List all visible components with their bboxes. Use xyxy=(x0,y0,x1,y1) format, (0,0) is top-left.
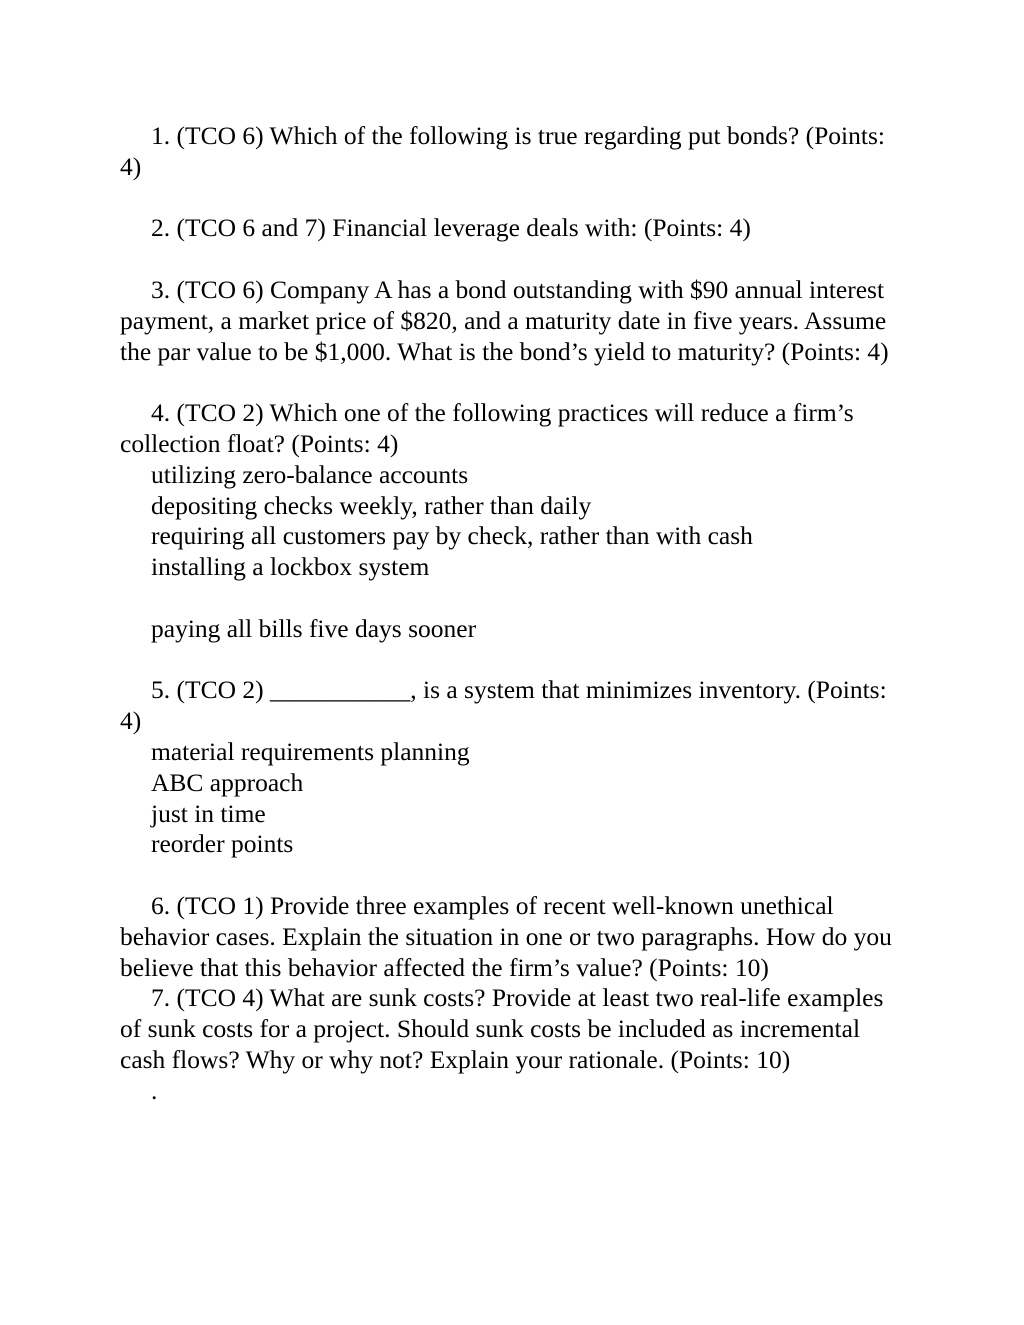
question-6: 6. (TCO 1) Provide three examples of recent well-known unethical behavior cases. Explain the situation in one or two paragraphs. How do you believe that this behavior affected the firm’s value? (Points: 10) xyxy=(120,890,892,982)
answer-option[interactable]: material requirements planning xyxy=(151,736,470,766)
spacer xyxy=(120,183,910,214)
spacer xyxy=(120,583,910,614)
answer-option[interactable]: just in time xyxy=(151,798,266,828)
answer-option[interactable]: utilizing zero-balance accounts xyxy=(151,459,469,489)
question-2: 2. (TCO 6 and 7) Financial leverage deals with: (Points: 4) xyxy=(151,213,751,243)
question-5: 5. (TCO 2) ___________, is a system that minimizes inventory. (Points: 4) xyxy=(120,675,887,736)
question-list xyxy=(120,121,910,1107)
answer-option[interactable]: reorder points xyxy=(151,829,294,859)
question-1: 1. (TCO 6) Which of the following is true regarding put bonds? (Points: 4) xyxy=(120,121,885,181)
answer-option[interactable]: depositing checks weekly, rather than daily xyxy=(151,490,592,520)
answer-option[interactable]: installing a lockbox system xyxy=(151,552,430,582)
question-5-options xyxy=(120,737,910,860)
answer-option[interactable]: ABC approach xyxy=(151,767,304,797)
question-3: 3. (TCO 6) Company A has a bond outstanding with $90 annual interest payment, a market price of $820, and a maturity date in five years. Assume the par value to be $1,000. What is the bond’s yield to maturity? (Points: 4) xyxy=(120,274,889,366)
spacer xyxy=(120,367,910,398)
question-4: 4. (TCO 2) Which one of the following practices will reduce a firm’s collection float? (Points: 4) xyxy=(120,398,854,458)
question-7: 7. (TCO 4) What are sunk costs? Provide at least two real-life examples of sunk costs for a project. Should sunk costs be included as incremental cash flows? Why or why not? Explain your rationale. (Points: 10) xyxy=(120,983,884,1074)
answer-option[interactable]: paying all bills five days sooner xyxy=(151,613,477,643)
spacer xyxy=(120,244,910,275)
trailing-mark: . xyxy=(151,1075,158,1105)
spacer xyxy=(120,645,910,676)
question-4-options xyxy=(120,460,910,645)
answer-option[interactable]: requiring all customers pay by check, rather than with cash xyxy=(151,521,753,551)
spacer xyxy=(120,860,910,891)
